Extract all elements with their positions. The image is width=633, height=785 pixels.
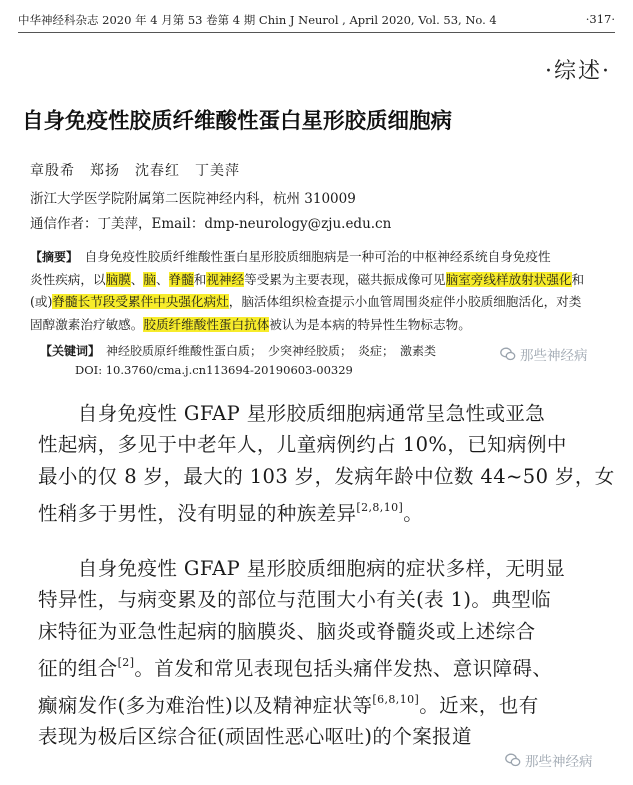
- citation: [2]: [117, 655, 135, 669]
- watermark-bottom: [505, 750, 593, 770]
- wechat-icon: [505, 752, 521, 768]
- keywords-text: 神经胶质原纤维酸性蛋白质； 少突神经胶质； 炎症； 激素类: [94, 344, 437, 358]
- abstract-line-3: (或)脊髓长节段受累伴中央强化病灶，脑活体组织检查提示小血管周围炎症伴小胶质细胞活化，对类: [30, 294, 582, 309]
- abstract-line-1: 【摘要】 自身免疫性胶质纤维酸性蛋白星形胶质细胞病是一种可治的中枢神经系统自身免疫性: [30, 249, 551, 264]
- journal-header: 中华神经科杂志 2020 年 4 月第 53 卷第 4 期 Chin J Neurol , April 2020, Vol. 53, No. 4: [18, 13, 497, 27]
- doi: DOI: 10.3760/cma.j.cn113694-20190603-00329: [75, 363, 353, 377]
- wechat-icon: [500, 346, 516, 362]
- page-number: ·317·: [585, 12, 615, 26]
- abstract-line-4: 固醇激素治疗敏感。胶质纤维酸性蛋白抗体被认为是本病的特异性生物标志物。: [30, 316, 471, 332]
- abstract-label: 【摘要】: [30, 250, 73, 264]
- watermark-text: 那些神经病: [525, 754, 593, 770]
- section-label: ·综述·: [545, 59, 611, 84]
- body-paragraph-2: 自身免疫性 GFAP 星形胶质细胞病的症状多样，无明显 特异性，与病变累及的部位与范围大小有关(表 1)。典型临 床特征为亚急性起病的脑膜炎、脑炎或脊髓炎或上述综合 征的组合[2]。首发和常见表现包括头痛伴发热、意识障碍、 癫痫发作(多为难治性)以及精神症状等[6,8,10]。近来，也有 表现为极后区综合征(顽固性恶心呕吐)的个案报道: [38, 557, 566, 749]
- citation: [6,8,10]: [372, 693, 420, 707]
- body-paragraph-1: 自身免疫性 GFAP 星形胶质细胞病通常呈急性或亚急 性起病，多见于中老年人，儿童病例约占 10%，已知病例中 最小的仅 8 岁，最大的 103 岁，发病年龄中位数 44~50 岁，女 性稍多于男性，没有明显的种族差异[2,8,10]。: [38, 402, 615, 525]
- citation: [2,8,10]: [356, 500, 404, 514]
- affiliation: 浙江大学医学院附属第二医院神经内科，杭州 310009: [30, 191, 356, 207]
- watermark-text: 那些神经病: [520, 348, 588, 364]
- authors: 章殷希 郑扬 沈春红 丁美萍: [30, 163, 240, 179]
- keywords-label: 【关键词】: [40, 344, 95, 358]
- abstract: [30, 246, 620, 336]
- article-title: 自身免疫性胶质纤维酸性蛋白星形胶质细胞病: [22, 109, 453, 134]
- abstract-line-2: 炎性疾病，以脑膜、脑、脊髓和视神经等受累为主要表现，磁共振成像可见脑室旁线样放射状强化和: [30, 271, 585, 287]
- keywords: [40, 342, 436, 359]
- corresponding-author: 通信作者：丁美萍，Email：dmp-neurology@zju.edu.cn: [30, 216, 392, 232]
- watermark-top: [500, 344, 588, 364]
- header-rule: [18, 32, 615, 33]
